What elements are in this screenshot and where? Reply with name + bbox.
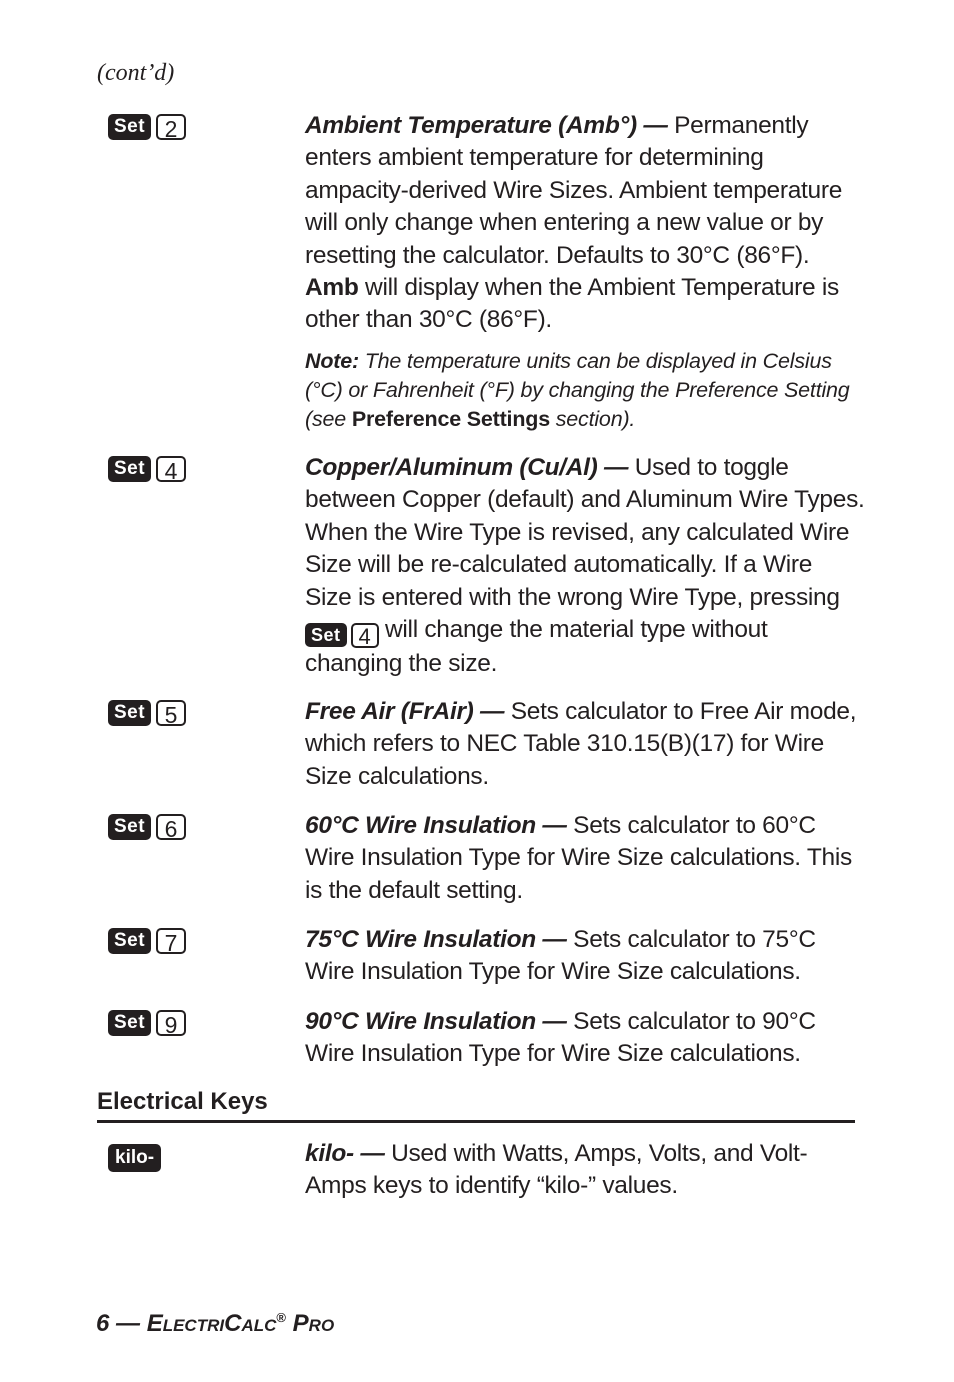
entry-text: Sets calculator to 90°C Wire Insulation Type for Wire Size calculations.	[305, 1008, 816, 1068]
entry-description	[305, 452, 865, 680]
set-key: Set	[108, 928, 151, 954]
set-key: Set	[108, 1010, 151, 1036]
product-name: ELECTRICALC® PRO	[146, 1310, 335, 1337]
note-label: Note:	[305, 348, 359, 373]
entry-term: kilo- —	[305, 1140, 385, 1167]
number-key: 4	[156, 456, 186, 482]
page-number: 6 —	[96, 1310, 141, 1337]
note-end: section).	[549, 406, 636, 431]
inline-key-combo	[305, 623, 379, 648]
number-key: 9	[156, 1010, 186, 1036]
number-key: 7	[156, 928, 186, 954]
number-key: 2	[156, 114, 186, 140]
set-key: Set	[108, 814, 151, 840]
number-key: 6	[156, 814, 186, 840]
key-combo	[108, 700, 186, 726]
entry-text: Permanently enters ambient temperature for determining ampacity-derived Wire Sizes. Ambient temperature will only change when entering a new value or by resetting the calculator. Defaults to 30°C (86°F).	[305, 112, 843, 269]
entry-description	[305, 110, 865, 434]
entry-description	[305, 696, 865, 793]
continued-label: (cont’d)	[97, 60, 175, 86]
number-key: 5	[156, 700, 186, 726]
key-combo	[108, 928, 186, 954]
entry-text: Used with Watts, Amps, Volts, and Volt-Amps keys to identify “kilo-” values.	[305, 1140, 808, 1200]
entry-description	[305, 810, 865, 907]
entry-term: Free Air (FrAir) —	[305, 698, 505, 725]
entry-text-continued: will display when the Ambient Temperature is other than 30°C (86°F).	[305, 274, 839, 334]
entry-description	[305, 1006, 865, 1071]
key-combo	[108, 114, 186, 140]
key-combo	[108, 1144, 161, 1172]
entry-bold-inline: Amb	[305, 274, 359, 302]
entry-text: Sets calculator to 60°C Wire Insulation Type for Wire Size calculations. This is the default setting.	[305, 812, 852, 904]
section-heading: Electrical Keys	[97, 1088, 855, 1123]
entry-text: Used to toggle between Copper (default) and Aluminum Wire Types. When the Wire Type is revised, any calculated Wire Size will be re-calculated automatically. If a Wire Size is entered with the wrong Wire Type, pressing	[305, 454, 865, 611]
entry-term: 90°C Wire Insulation —	[305, 1008, 567, 1035]
page-footer	[96, 1310, 334, 1338]
entry-term: 75°C Wire Insulation —	[305, 926, 567, 953]
set-key: Set	[108, 114, 151, 140]
entry-text-continued: will change the material type without changing the size.	[305, 616, 768, 677]
note-bold: Preference Settings	[351, 406, 550, 431]
entry-term: 60°C Wire Insulation —	[305, 812, 567, 839]
note-text: The temperature units can be displayed in Celsius (°C) or Fahrenheit (°F) by changing the Preference Setting (see	[305, 348, 850, 431]
inline-number-key: 4	[351, 623, 379, 648]
key-combo	[108, 1010, 186, 1036]
entry-text: Sets calculator to 75°C Wire Insulation Type for Wire Size calculations.	[305, 926, 816, 986]
entry-description	[305, 924, 865, 989]
kilo-key: kilo-	[108, 1144, 161, 1172]
entry-description	[305, 1138, 865, 1203]
entry-term: Ambient Temperature (Amb°) —	[305, 112, 668, 139]
entry-term: Copper/Aluminum (Cu/Al) —	[305, 454, 629, 481]
set-key: Set	[108, 456, 151, 482]
key-combo	[108, 814, 186, 840]
key-combo	[108, 456, 186, 482]
note	[305, 347, 865, 434]
inline-set-key: Set	[305, 623, 347, 647]
entry-text: Sets calculator to Free Air mode, which refers to NEC Table 310.15(B)(17) for Wire Size calculations.	[305, 698, 857, 790]
set-key: Set	[108, 700, 151, 726]
